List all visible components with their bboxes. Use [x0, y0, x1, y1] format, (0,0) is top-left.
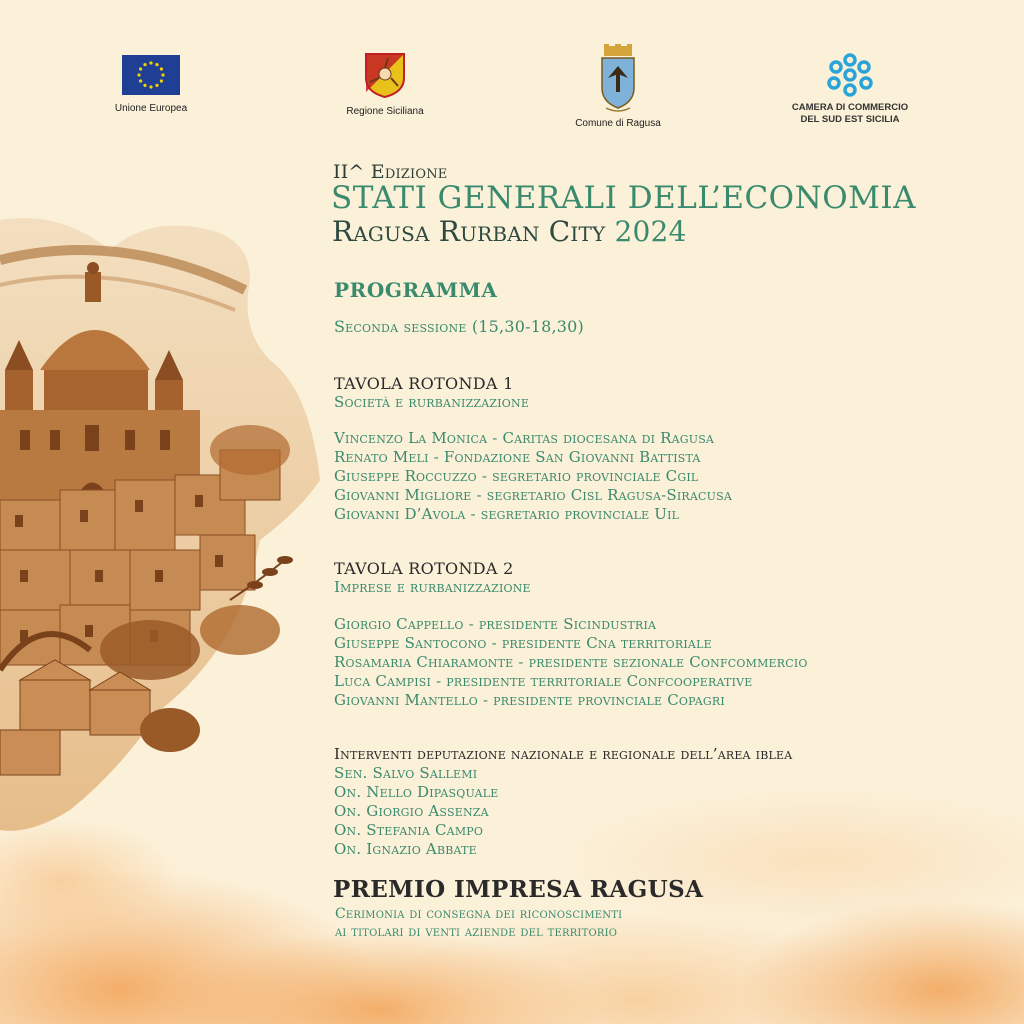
speaker-item: Giovanni Migliore - segretario Cisl Ragusa-Siracusa	[334, 486, 732, 504]
deputy-item: On. Nello Dipasquale	[334, 783, 499, 801]
camera-commercio-logo-icon	[826, 52, 874, 98]
logo-camera-commercio	[780, 52, 920, 126]
round-table-2-subtitle: Imprese e rurbanizzazione	[334, 578, 531, 596]
event-title: STATI GENERALI DELL’ECONOMIA	[331, 180, 917, 216]
speaker-item: Renato Meli - Fondazione San Giovanni Battista	[334, 448, 701, 466]
speaker-item: Luca Campisi - presidente territoriale Confcooperative	[334, 672, 753, 690]
comune-ragusa-crest-icon	[598, 44, 638, 114]
deputy-item: Sen. Salvo Sallemi	[334, 764, 478, 782]
eu-flag-icon	[122, 55, 180, 95]
speaker-item: Giuseppe Roccuzzo - segretario provinciale Cgil	[334, 467, 699, 485]
regione-siciliana-trinacria-icon	[364, 52, 406, 98]
speaker-item: Vincenzo La Monica - Caritas diocesana di Ragusa	[334, 429, 715, 447]
speaker-item: Rosamaria Chiaramonte - presidente sezionale Confcommercio	[334, 653, 808, 671]
round-table-1-subtitle: Società e rurbanizzazione	[334, 393, 530, 411]
edition-label: II^ Edizione	[333, 161, 448, 183]
logo-unione-europea	[108, 55, 194, 114]
logo-label: Comune di Ragusa	[575, 118, 661, 129]
logo-comune-ragusa	[568, 44, 668, 129]
logo-label: Unione Europea	[114, 103, 188, 114]
interventions-title: Interventi deputazione nazionale e regionale dell’area iblea	[334, 745, 793, 763]
logo-label: Regione Siciliana	[346, 106, 424, 117]
deputy-item: On. Giorgio Assenza	[334, 802, 489, 820]
award-line-1: Cerimonia di consegna dei riconoscimenti	[335, 906, 623, 922]
ragusa-illustration	[0, 210, 330, 850]
speaker-item: Giovanni D’Avola - segretario provinciale Uil	[334, 505, 680, 523]
award-title: PREMIO IMPRESA RAGUSA	[333, 876, 704, 903]
subtitle-text: Ragusa Rurban City	[332, 215, 606, 248]
round-table-2-title: TAVOLA ROTONDA 2	[334, 559, 514, 578]
speaker-item: Giovanni Mantello - presidente provinciale Copagri	[334, 691, 725, 709]
event-year: 2024	[614, 215, 687, 248]
award-line-2: ai titolari di venti aziende del territorio	[335, 924, 618, 940]
logo-label-line2: DEL SUD EST SICILIA	[800, 114, 900, 125]
event-subtitle	[332, 215, 687, 248]
deputy-item: On. Ignazio Abbate	[334, 840, 477, 858]
round-table-1-title: TAVOLA ROTONDA 1	[334, 374, 514, 393]
program-heading: PROGRAMMA	[334, 278, 498, 302]
deputy-item: On. Stefania Campo	[334, 821, 484, 839]
logo-label-line1: CAMERA DI COMMERCIO	[791, 102, 909, 113]
session-label: Seconda sessione (15,30-18,30)	[334, 317, 584, 336]
speaker-item: Giorgio Cappello - presidente Sicindustria	[334, 615, 657, 633]
logo-regione-siciliana	[340, 52, 430, 117]
speaker-item: Giuseppe Santocono - presidente Cna territoriale	[334, 634, 712, 652]
